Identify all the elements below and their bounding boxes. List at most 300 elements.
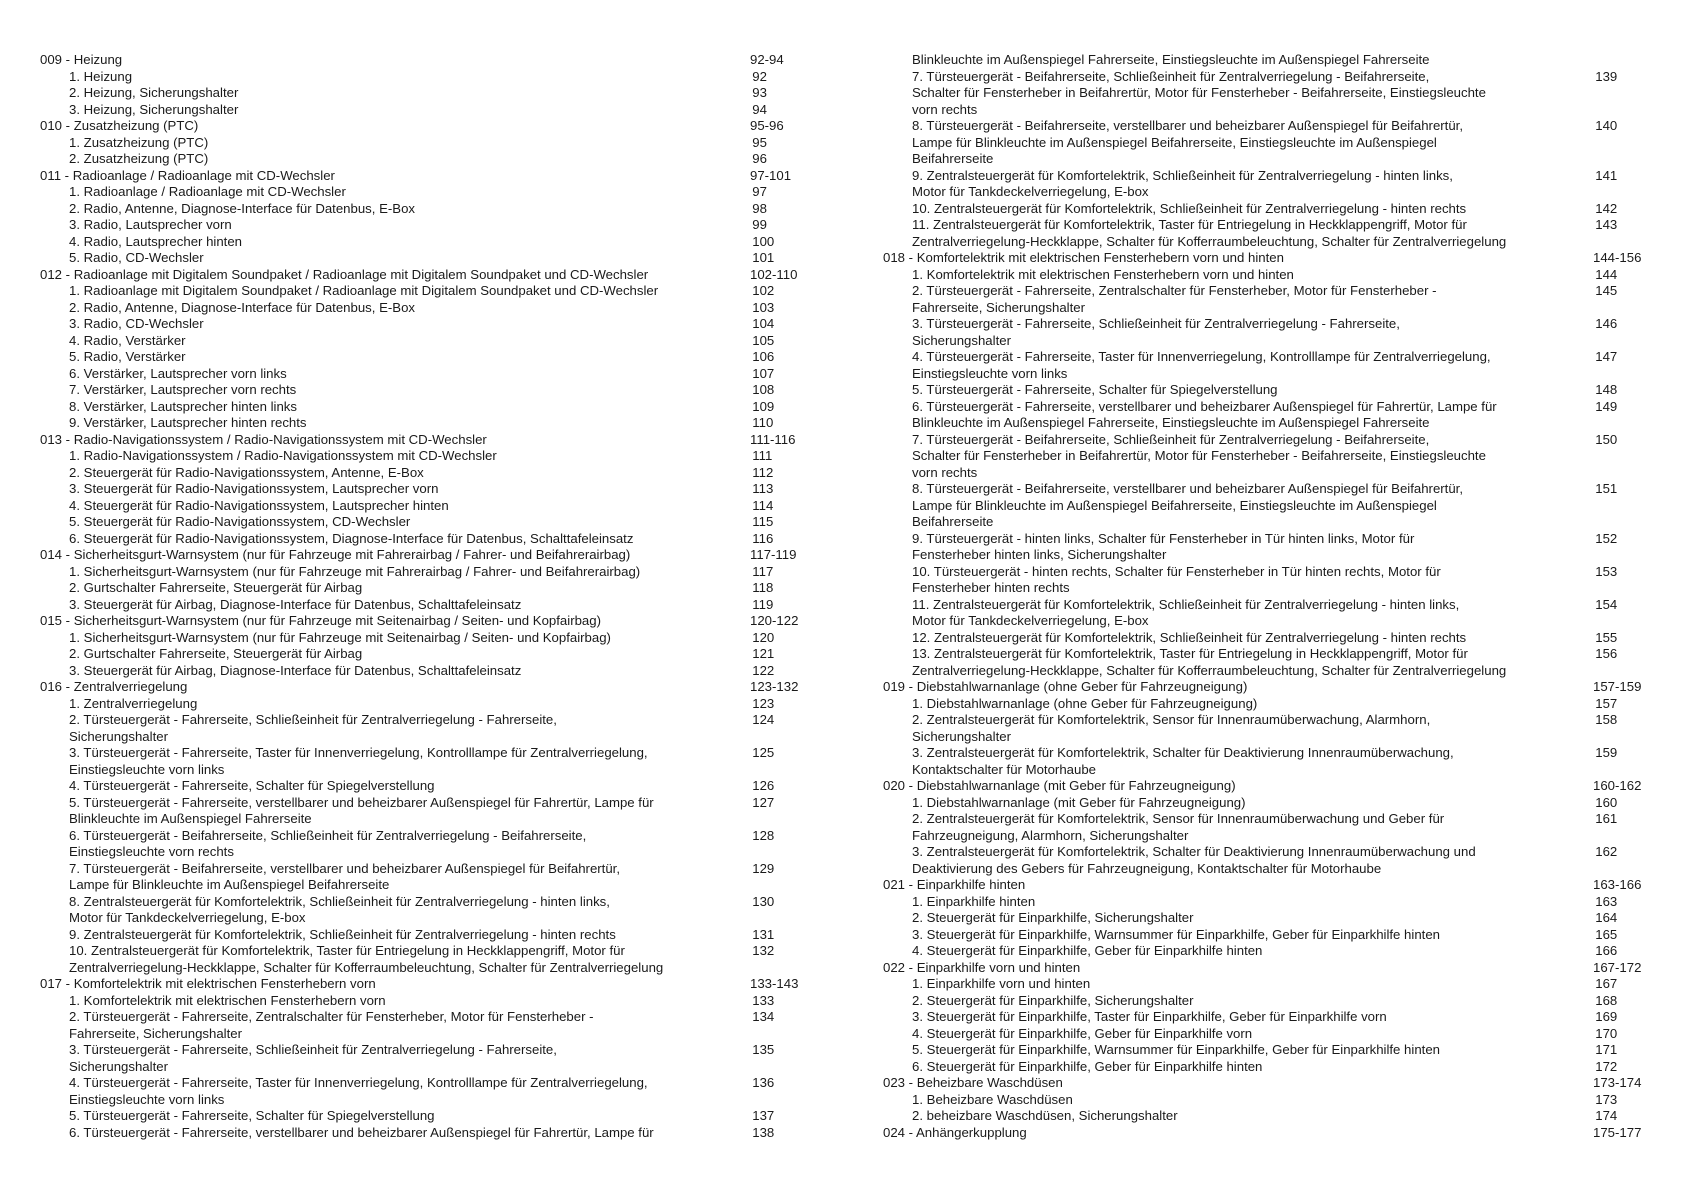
toc-entry-title: 7. Türsteuergerät - Beifahrerseite, verstellbarer und beheizbarer Außenspiegel für Beifahrertür, Lampe für Blinkleuchte im Außenspiegel Beifahrerseite [69, 860, 620, 892]
toc-page-number: 172 [1595, 1058, 1618, 1074]
toc-entry-title: 2. Radio, Antenne, Diagnose-Interface für Datenbus, E-Box [69, 299, 416, 315]
toc-page-number: 173-174 [1593, 1075, 1642, 1090]
toc-entry-title: 9. Türsteuergerät - hinten links, Schalter für Fensterheber in Tür hinten links, Motor für Fensterheber hinten links, Sicherungshalter [912, 530, 1415, 562]
toc-page-number: 162 [1595, 844, 1618, 859]
toc-section-entry [40, 432, 810, 449]
toc-entry-title: 1. Einparkhilfe vorn und hinten [912, 976, 1091, 991]
toc-entry-title: 2. Steuergerät für Einparkhilfe, Sicherungshalter [912, 992, 1194, 1008]
toc-page-number: 111-116 [750, 431, 796, 447]
toc-section-entry [40, 52, 810, 69]
toc-entry-title: 5. Radio, CD-Wechsler [69, 250, 204, 265]
toc-entry-title: 6. Türsteuergerät - Fahrerseite, verstellbarer und beheizbarer Außenspiegel für Fahrertür, Lampe für Blinkleuchte im Außenspiegel Fahrerseite, Einstiegsleuchte im Außenspiegel Fahrerseite [912, 398, 1497, 430]
toc-section-entry [883, 877, 1653, 894]
toc-entry-title: 024 - Anhängerkupplung [883, 1124, 1027, 1140]
toc-page-number: 143 [1595, 217, 1618, 232]
toc-entry-title: 8. Türsteuergerät - Beifahrerseite, verstellbarer und beheizbarer Außenspiegel für Beifahrertür, Lampe für Blinkleuchte im Außenspiegel Beifahrerseite, Einstiegsleuchte im Außenspiegel Beifahrerseite [912, 481, 1463, 529]
toc-subentry [883, 118, 1653, 168]
toc-subentry [40, 993, 810, 1010]
toc-section-entry [40, 976, 810, 993]
toc-subentry [40, 300, 810, 317]
toc-entry-title: 11. Zentralsteuergerät für Komfortelektrik, Taster für Entriegelung in Heckklappengriff, Motor für Zentralverriegelung-Heckklappe, Schalter für Kofferraumbeleuchtung, Schalter für Zentralverriegelung [912, 217, 1507, 249]
toc-page-number: 100 [752, 233, 775, 249]
toc-subentry [40, 927, 810, 944]
toc-page-number: 137 [752, 1108, 775, 1123]
toc-subentry [40, 234, 810, 251]
toc-entry-title: 7. Türsteuergerät - Beifahrerseite, Schließeinheit für Zentralverriegelung - Beifahrerseite, Schalter für Fensterheber in Beifahrertür, Motor für Fensterheber - Beifahrerseite, Einstiegsleuchte vorn rechts [912, 68, 1486, 117]
toc-entry-title: 11. Zentralsteuergerät für Komfortelektrik, Schließeinheit für Zentralverriegelung - hinten links, Motor für Tankdeckelverriegelung, E-box [912, 596, 1460, 628]
toc-entry-title: 9. Verstärker, Lautsprecher hinten rechts [69, 415, 307, 430]
toc-entry-title: 1. Radio-Navigationssystem / Radio-Navigationssystem mit CD-Wechsler [69, 448, 497, 463]
toc-page-number: 120-122 [750, 613, 799, 628]
toc-entry-title: 1. Heizung [69, 68, 133, 84]
toc-subentry [883, 168, 1653, 201]
toc-entry-title: 5. Türsteuergerät - Fahrerseite, Schalter für Spiegelverstellung [69, 1108, 435, 1123]
toc-page-number: 95-96 [750, 118, 784, 133]
toc-right-column [883, 52, 1653, 1141]
toc-subentry [40, 861, 810, 894]
toc-page-number: 131 [752, 926, 775, 942]
toc-page-number: 98 [752, 200, 767, 216]
toc-entry-title: 009 - Heizung [40, 52, 123, 67]
toc-subentry [883, 267, 1653, 284]
toc-entry-title: 10. Zentralsteuergerät für Komfortelektrik, Taster für Entriegelung in Heckklappengriff, Motor für Zentralverriegelung-Heckklappe, Schalter für Kofferraumbeleuchtung, Schalter für Zentralverriegelung [69, 943, 664, 975]
toc-subentry [40, 465, 810, 482]
toc-entry-title: 3. Steuergerät für Airbag, Diagnose-Interface für Datenbus, Schalttafeleinsatz [69, 662, 522, 678]
toc-subentry [40, 283, 810, 300]
toc-page-number: 111 [752, 448, 773, 463]
toc-subentry [883, 630, 1653, 647]
toc-page-number: 136 [752, 1075, 775, 1090]
toc-subentry [40, 135, 810, 152]
toc-page-number: 92-94 [750, 52, 784, 67]
toc-page-number: 95 [752, 134, 767, 150]
toc-entry-title: 1. Radioanlage mit Digitalem Soundpaket / Radioanlage mit Digitalem Soundpaket und CD-Wechsler [69, 283, 659, 298]
toc-entry-title: 10. Zentralsteuergerät für Komfortelektrik, Schließeinheit für Zentralverriegelung - hinten rechts [912, 200, 1467, 216]
toc-entry-title: 3. Türsteuergerät - Fahrerseite, Schließeinheit für Zentralverriegelung - Fahrerseite, Sicherungshalter [69, 1042, 557, 1074]
toc-entry-title: 2. Zentralsteuergerät für Komfortelektrik, Sensor für Innenraumüberwachung, Alarmhorn, Sicherungshalter [912, 712, 1431, 744]
toc-subentry [883, 597, 1653, 630]
toc-subentry [883, 811, 1653, 844]
toc-page-number: 107 [752, 365, 775, 381]
toc-subentry [883, 927, 1653, 944]
toc-page-number: 144 [1595, 266, 1618, 282]
toc-subentry [40, 696, 810, 713]
toc-section-entry [40, 613, 810, 630]
toc-page-number: 116 [752, 530, 774, 546]
toc-subentry [40, 1125, 810, 1142]
toc-subentry [40, 498, 810, 515]
toc-subentry [40, 630, 810, 647]
toc-entry-title: 5. Türsteuergerät - Fahrerseite, verstellbarer und beheizbarer Außenspiegel für Fahrertür, Lampe für Blinkleuchte im Außenspiegel Fahrerseite [69, 794, 654, 826]
toc-subentry [883, 564, 1653, 597]
toc-page-number: 123 [752, 695, 775, 711]
toc-page-number: 117 [752, 563, 774, 579]
toc-entry-title: 2. Türsteuergerät - Fahrerseite, Zentralschalter für Fensterheber, Motor für Fensterheber - Fahrerseite, Sicherungshalter [912, 283, 1437, 315]
toc-page-number: 157 [1595, 695, 1618, 711]
toc-page-number: 121 [752, 646, 775, 661]
toc-entry-title: 3. Türsteuergerät - Fahrerseite, Taster für Innenverriegelung, Kontrolllampe für Zentralverriegelung, Einstiegsleuchte vorn links [69, 745, 648, 777]
toc-page-number: 127 [752, 794, 775, 810]
toc-subentry [40, 778, 810, 795]
toc-page-number: 147 [1595, 349, 1618, 364]
toc-page-number: 132 [752, 943, 775, 958]
toc-entry-title: 2. Radio, Antenne, Diagnose-Interface für Datenbus, E-Box [69, 200, 416, 216]
toc-section-entry [40, 168, 810, 185]
toc-page-number: 97-101 [750, 167, 792, 183]
toc-page-number: 103 [752, 299, 775, 315]
toc-subentry [883, 432, 1653, 482]
toc-entry-title: 4. Radio, Lautsprecher hinten [69, 233, 243, 249]
toc-subentry [40, 1009, 810, 1042]
toc-entry-title: 3. Steuergerät für Einparkhilfe, Warnsummer für Einparkhilfe, Geber für Einparkhilfe hinten [912, 926, 1440, 942]
toc-entry-title: 021 - Einparkhilfe hinten [883, 877, 1026, 892]
toc-page-number: 163-166 [1593, 877, 1642, 892]
toc-section-entry [40, 547, 810, 564]
toc-subentry [883, 1059, 1653, 1076]
toc-page-number: 92 [752, 68, 767, 84]
toc-entry-title: 2. beheizbare Waschdüsen, Sicherungshalter [912, 1108, 1178, 1123]
toc-page-number: 164 [1595, 910, 1618, 925]
toc-entry-title: 2. Heizung, Sicherungshalter [69, 85, 239, 100]
toc-page-number: 173 [1595, 1091, 1618, 1107]
toc-entry-title: 3. Steuergerät für Airbag, Diagnose-Interface für Datenbus, Schalttafeleinsatz [69, 596, 522, 612]
toc-entry-title: 5. Radio, Verstärker [69, 349, 186, 364]
toc-section-entry [40, 118, 810, 135]
toc-page-number: 140 [1595, 118, 1618, 133]
toc-entry-title: 1. Beheizbare Waschdüsen [912, 1091, 1073, 1107]
toc-page-number: 160 [1595, 794, 1618, 810]
toc-page-number: 146 [1595, 316, 1618, 331]
toc-entry-title: 019 - Diebstahlwarnanlage (ohne Geber für Fahrzeugneigung) [883, 679, 1248, 694]
toc-subentry [40, 795, 810, 828]
toc-subentry [40, 366, 810, 383]
toc-entry-title: 1. Radioanlage / Radioanlage mit CD-Wechsler [69, 184, 346, 199]
toc-entry-title: 13. Zentralsteuergerät für Komfortelektrik, Taster für Entriegelung in Heckklappengriff, Motor für Zentralverriegelung-Heckklappe, Schalter für Kofferraumbeleuchtung, Schalter für Zentralverriegelung [912, 646, 1507, 678]
toc-subentry [40, 316, 810, 333]
toc-subentry [40, 69, 810, 86]
toc-left-column [40, 52, 810, 1141]
toc-section-entry [40, 679, 810, 696]
toc-entry-title: 2. Steuergerät für Radio-Navigationssystem, Antenne, E-Box [69, 464, 424, 480]
toc-page-number: 115 [752, 514, 774, 529]
toc-page-number: 130 [752, 893, 775, 909]
toc-subentry [883, 943, 1653, 960]
toc-subentry [40, 415, 810, 432]
toc-subentry [40, 943, 810, 976]
toc-entry-title: 7. Türsteuergerät - Beifahrerseite, Schließeinheit für Zentralverriegelung - Beifahrerseite, Schalter für Fensterheber in Beifahrertür, Motor für Fensterheber - Beifahrerseite, Einstiegsleuchte vorn rechts [912, 431, 1486, 480]
toc-subentry [883, 481, 1653, 531]
toc-entry-title: 4. Türsteuergerät - Fahrerseite, Taster für Innenverriegelung, Kontrolllampe für Zentralverriegelung, Einstiegsleuchte vorn links [69, 1075, 648, 1107]
toc-section-entry [40, 267, 810, 284]
toc-subentry [883, 1092, 1653, 1109]
toc-page-number: 123-132 [750, 679, 799, 694]
toc-entry-title: 2. Zentralsteuergerät für Komfortelektrik, Sensor für Innenraumüberwachung und Geber für Fahrzeugneigung, Alarmhorn, Sicherungshalter [912, 811, 1445, 843]
toc-entry-title: 5. Steuergerät für Einparkhilfe, Warnsummer für Einparkhilfe, Geber für Einparkhilfe hinten [912, 1042, 1440, 1057]
toc-entry-title: 1. Sicherheitsgurt-Warnsystem (nur für Fahrzeuge mit Seitenairbag / Seiten- und Kopfairbag) [69, 629, 611, 645]
toc-section-entry [883, 1075, 1653, 1092]
toc-subentry [883, 531, 1653, 564]
toc-entry-title: 1. Diebstahlwarnanlage (mit Geber für Fahrzeugneigung) [912, 794, 1246, 810]
toc-entry-title: 018 - Komfortelektrik mit elektrischen Fensterhebern vorn und hinten [883, 250, 1284, 265]
toc-page-number: 105 [752, 332, 775, 348]
toc-subentry [883, 976, 1653, 993]
toc-page-number: 139 [1595, 68, 1618, 84]
toc-page-number: 97 [752, 184, 767, 199]
toc-page-number: 114 [752, 497, 774, 513]
toc-page-number: 94 [752, 101, 767, 117]
toc-subentry [40, 382, 810, 399]
toc-page-number: 125 [752, 745, 775, 760]
toc-subentry [40, 399, 810, 416]
toc-page-number: 158 [1595, 712, 1618, 727]
toc-subentry [40, 481, 810, 498]
toc-section-entry [883, 679, 1653, 696]
toc-entry-title: 10. Türsteuergerät - hinten rechts, Schalter für Fensterheber in Tür hinten rechts, Motor für Fensterheber hinten rechts [912, 563, 1441, 595]
toc-subentry [40, 1075, 810, 1108]
toc-page-number: 102-110 [750, 266, 798, 282]
toc-page-number: 126 [752, 778, 775, 793]
toc-subentry [40, 1042, 810, 1075]
toc-entry-title: 4. Steuergerät für Einparkhilfe, Geber für Einparkhilfe vorn [912, 1025, 1253, 1041]
toc-entry-title: 2. Steuergerät für Einparkhilfe, Sicherungshalter [912, 910, 1194, 925]
toc-entry-title: 011 - Radioanlage / Radioanlage mit CD-Wechsler [40, 167, 335, 183]
toc-entry-title: 5. Türsteuergerät - Fahrerseite, Schalter für Spiegelverstellung [912, 382, 1278, 397]
toc-entry-title: 9. Zentralsteuergerät für Komfortelektrik, Schließeinheit für Zentralverriegelung - hinten rechts [69, 926, 616, 942]
toc-page-number: 167-172 [1593, 959, 1642, 975]
toc-entry-title: 3. Türsteuergerät - Fahrerseite, Schließeinheit für Zentralverriegelung - Fahrerseite, Sicherungshalter [912, 316, 1400, 348]
toc-subentry [40, 580, 810, 597]
toc-page-number: 99 [752, 217, 767, 232]
toc-entry-title: 010 - Zusatzheizung (PTC) [40, 118, 199, 133]
toc-page-number: 118 [752, 580, 774, 595]
toc-subentry [40, 712, 810, 745]
toc-subentry [40, 514, 810, 531]
toc-page-number: 141 [1595, 167, 1618, 183]
toc-page-number: 161 [1595, 811, 1618, 826]
toc-subentry [40, 448, 810, 465]
toc-page-number: 153 [1595, 563, 1618, 579]
toc-subentry [40, 894, 810, 927]
toc-entry-title: 3. Zentralsteuergerät für Komfortelektrik, Schalter für Deaktivierung Innenraumüberwachung, Kontaktschalter für Motorhaube [912, 745, 1454, 777]
toc-continuation-line [883, 52, 1653, 69]
toc-entry-title: 4. Türsteuergerät - Fahrerseite, Schalter für Spiegelverstellung [69, 778, 435, 793]
toc-entry-title: 12. Zentralsteuergerät für Komfortelektrik, Schließeinheit für Zentralverriegelung - hinten rechts [912, 629, 1467, 645]
toc-subentry [40, 85, 810, 102]
toc-subentry [883, 217, 1653, 250]
toc-page-number: 154 [1595, 596, 1618, 612]
toc-page-number: 128 [752, 827, 775, 843]
toc-entry-title: 8. Zentralsteuergerät für Komfortelektrik, Schließeinheit für Zentralverriegelung - hinten links, Motor für Tankdeckelverriegelung, E-box [69, 893, 610, 925]
toc-subentry [40, 217, 810, 234]
toc-page-number: 149 [1595, 398, 1618, 414]
toc-subentry [40, 184, 810, 201]
toc-subentry [883, 745, 1653, 778]
toc-page-number: 106 [752, 349, 775, 364]
toc-subentry [883, 894, 1653, 911]
toc-page-number: 120 [752, 629, 775, 645]
toc-entry-title: 017 - Komfortelektrik mit elektrischen Fensterhebern vorn [40, 976, 376, 991]
toc-page-number: 166 [1595, 943, 1618, 958]
toc-subentry [40, 663, 810, 680]
toc-subentry [883, 1009, 1653, 1026]
toc-subentry [40, 646, 810, 663]
toc-page-number: 138 [752, 1124, 775, 1140]
toc-subentry [40, 564, 810, 581]
toc-entry-title: 1. Zusatzheizung (PTC) [69, 134, 209, 150]
toc-page-number [1595, 52, 1653, 69]
toc-page-number: 142 [1595, 200, 1618, 216]
toc-page-number: 145 [1595, 283, 1618, 298]
toc-entry-title: 3. Heizung, Sicherungshalter [69, 101, 239, 117]
toc-subentry [40, 828, 810, 861]
toc-page-number: 151 [1595, 481, 1618, 496]
toc-entry-title: 1. Sicherheitsgurt-Warnsystem (nur für Fahrzeuge mit Fahrerairbag / Fahrer- und Beifahrerairbag) [69, 563, 641, 579]
toc-subentry [40, 102, 810, 119]
toc-page-number: 124 [752, 712, 775, 727]
toc-page-number: 104 [752, 316, 775, 331]
toc-subentry [40, 1108, 810, 1125]
toc-entry-title: 015 - Sicherheitsgurt-Warnsystem (nur für Fahrzeuge mit Seitenairbag / Seiten- und Kopfairbag) [40, 613, 601, 628]
toc-page-number: 101 [752, 250, 775, 265]
toc-page-number: 152 [1595, 530, 1618, 546]
toc-page-number: 112 [752, 464, 774, 480]
toc-subentry [883, 1026, 1653, 1043]
toc-entry-title: 8. Türsteuergerät - Beifahrerseite, verstellbarer und beheizbarer Außenspiegel für Beifahrertür, Lampe für Blinkleuchte im Außenspiegel Beifahrerseite, Einstiegsleuchte im Außenspiegel Beifahrerseite [912, 118, 1463, 166]
toc-page-number: 133-143 [750, 976, 799, 991]
toc-subentry [40, 597, 810, 614]
toc-subentry [883, 696, 1653, 713]
toc-entry-title: Blinkleuchte im Außenspiegel Fahrerseite, Einstiegsleuchte im Außenspiegel Fahrerseite [912, 52, 1430, 67]
toc-entry-title: 4. Steuergerät für Einparkhilfe, Geber für Einparkhilfe hinten [912, 943, 1263, 958]
toc-entry-title: 2. Gurtschalter Fahrerseite, Steuergerät für Airbag [69, 646, 363, 661]
toc-subentry [883, 1108, 1653, 1125]
toc-page-number: 96 [752, 151, 767, 166]
toc-page-number: 133 [752, 992, 775, 1008]
toc-page-number: 108 [752, 382, 775, 397]
toc-subentry [883, 349, 1653, 382]
toc-subentry [40, 745, 810, 778]
toc-entry-title: 1. Komfortelektrik mit elektrischen Fensterhebern vorn und hinten [912, 266, 1294, 282]
toc-page-number: 155 [1595, 629, 1618, 645]
toc-page-number: 170 [1595, 1025, 1618, 1041]
toc-subentry [883, 283, 1653, 316]
toc-page-number: 93 [752, 85, 767, 100]
toc-subentry [40, 151, 810, 168]
toc-entry-title: 9. Zentralsteuergerät für Komfortelektrik, Schließeinheit für Zentralverriegelung - hinten links, Motor für Tankdeckelverriegelung, E-box [912, 167, 1453, 199]
toc-entry-title: 4. Radio, Verstärker [69, 332, 186, 348]
toc-subentry [40, 201, 810, 218]
toc-page-number: 169 [1595, 1009, 1618, 1024]
toc-page-number: 163 [1595, 893, 1618, 909]
toc-entry-title: 020 - Diebstahlwarnanlage (mit Geber für Fahrzeugneigung) [883, 778, 1236, 793]
toc-page-number: 156 [1595, 646, 1618, 661]
toc-subentry [883, 201, 1653, 218]
toc-subentry [883, 69, 1653, 119]
toc-subentry [883, 910, 1653, 927]
toc-subentry [883, 316, 1653, 349]
toc-page-number: 102 [752, 283, 775, 298]
toc-entry-title: 3. Radio, CD-Wechsler [69, 316, 204, 331]
toc-entry-title: 6. Steuergerät für Einparkhilfe, Geber für Einparkhilfe hinten [912, 1058, 1263, 1074]
toc-page-number: 144-156 [1593, 250, 1642, 265]
toc-page-number: 165 [1595, 926, 1618, 942]
toc-entry-title: 6. Türsteuergerät - Beifahrerseite, Schließeinheit für Zentralverriegelung - Beifahrerseite, Einstiegsleuchte vorn rechts [69, 827, 587, 859]
toc-section-entry [883, 960, 1653, 977]
toc-entry-title: 4. Türsteuergerät - Fahrerseite, Taster für Innenverriegelung, Kontrolllampe für Zentralverriegelung, Einstiegsleuchte vorn links [912, 349, 1491, 381]
toc-entry-title: 3. Radio, Lautsprecher vorn [69, 217, 232, 232]
toc-entry-title: 1. Einparkhilfe hinten [912, 893, 1036, 909]
toc-entry-title: 6. Türsteuergerät - Fahrerseite, verstellbarer und beheizbarer Außenspiegel für Fahrertür, Lampe für [69, 1124, 654, 1140]
toc-entry-title: 2. Gurtschalter Fahrerseite, Steuergerät für Airbag [69, 580, 363, 595]
toc-entry-title: 013 - Radio-Navigationssystem / Radio-Navigationssystem mit CD-Wechsler [40, 431, 487, 447]
toc-section-entry [883, 1125, 1653, 1142]
toc-section-entry [883, 250, 1653, 267]
toc-entry-title: 3. Steuergerät für Radio-Navigationssystem, Lautsprecher vorn [69, 481, 439, 496]
toc-subentry [883, 795, 1653, 812]
toc-page-number: 110 [752, 415, 774, 430]
toc-page-number: 167 [1595, 976, 1618, 991]
toc-entry-title: 2. Zusatzheizung (PTC) [69, 151, 209, 166]
toc-subentry [883, 382, 1653, 399]
toc-entry-title: 6. Verstärker, Lautsprecher vorn links [69, 365, 287, 381]
toc-page-number: 122 [752, 662, 775, 678]
toc-entry-title: 1. Diebstahlwarnanlage (ohne Geber für Fahrzeugneigung) [912, 695, 1258, 711]
toc-page-number: 157-159 [1593, 679, 1642, 694]
toc-entry-title: 016 - Zentralverriegelung [40, 679, 188, 694]
toc-entry-title: 014 - Sicherheitsgurt-Warnsystem (nur für Fahrzeuge mit Fahrerairbag / Fahrer- und Beifahrerairbag) [40, 547, 631, 562]
toc-entry-title: 5. Steuergerät für Radio-Navigationssystem, CD-Wechsler [69, 514, 411, 529]
toc-page-number: 171 [1595, 1042, 1618, 1057]
toc-entry-title: 3. Zentralsteuergerät für Komfortelektrik, Schalter für Deaktivierung Innenraumüberwachung und Deaktivierung des Gebers für Fahrzeugneigung, Kontaktschalter für Motorhaube [912, 844, 1476, 876]
toc-entry-title: 3. Steuergerät für Einparkhilfe, Taster für Einparkhilfe, Geber für Einparkhilfe vorn [912, 1009, 1387, 1024]
toc-subentry [883, 844, 1653, 877]
toc-page-number: 168 [1595, 992, 1618, 1008]
toc-subentry [40, 531, 810, 548]
toc-page-number: 134 [752, 1009, 775, 1024]
toc-subentry [883, 1042, 1653, 1059]
toc-page-number: 117-119 [750, 547, 797, 562]
toc-entry-title: 2. Türsteuergerät - Fahrerseite, Zentralschalter für Fensterheber, Motor für Fensterheber - Fahrerseite, Sicherungshalter [69, 1009, 594, 1041]
toc-page-number: 119 [752, 596, 774, 612]
toc-subentry [883, 646, 1653, 679]
toc-subentry [883, 712, 1653, 745]
toc-entry-title: 022 - Einparkhilfe vorn und hinten [883, 959, 1081, 975]
toc-subentry [40, 333, 810, 350]
toc-page-number: 150 [1595, 431, 1618, 447]
toc-subentry [40, 349, 810, 366]
toc-entry-title: 7. Verstärker, Lautsprecher vorn rechts [69, 382, 297, 397]
toc-entry-title: 1. Komfortelektrik mit elektrischen Fensterhebern vorn [69, 992, 386, 1008]
toc-entry-title: 6. Steuergerät für Radio-Navigationssystem, Diagnose-Interface für Datenbus, Schalttafeleinsatz [69, 530, 634, 546]
toc-subentry [883, 399, 1653, 432]
toc-entry-title: 1. Zentralverriegelung [69, 695, 198, 711]
toc-page-number: 160-162 [1593, 778, 1642, 793]
toc-page-number: 113 [752, 481, 774, 496]
toc-subentry [40, 250, 810, 267]
toc-page-number: 109 [752, 398, 775, 414]
toc-page-number: 129 [752, 860, 775, 876]
toc-section-entry [883, 778, 1653, 795]
toc-page-number: 175-177 [1593, 1124, 1642, 1140]
toc-entry-title: 4. Steuergerät für Radio-Navigationssystem, Lautsprecher hinten [69, 497, 449, 513]
toc-entry-title: 2. Türsteuergerät - Fahrerseite, Schließeinheit für Zentralverriegelung - Fahrerseite, Sicherungshalter [69, 712, 557, 744]
toc-page-number: 135 [752, 1042, 775, 1057]
toc-entry-title: 023 - Beheizbare Waschdüsen [883, 1075, 1063, 1090]
toc-subentry [883, 993, 1653, 1010]
toc-entry-title: 012 - Radioanlage mit Digitalem Soundpaket / Radioanlage mit Digitalem Soundpaket und CD-Wechsler [40, 266, 649, 282]
toc-entry-title: 8. Verstärker, Lautsprecher hinten links [69, 398, 297, 414]
toc-page-number: 159 [1595, 745, 1618, 760]
